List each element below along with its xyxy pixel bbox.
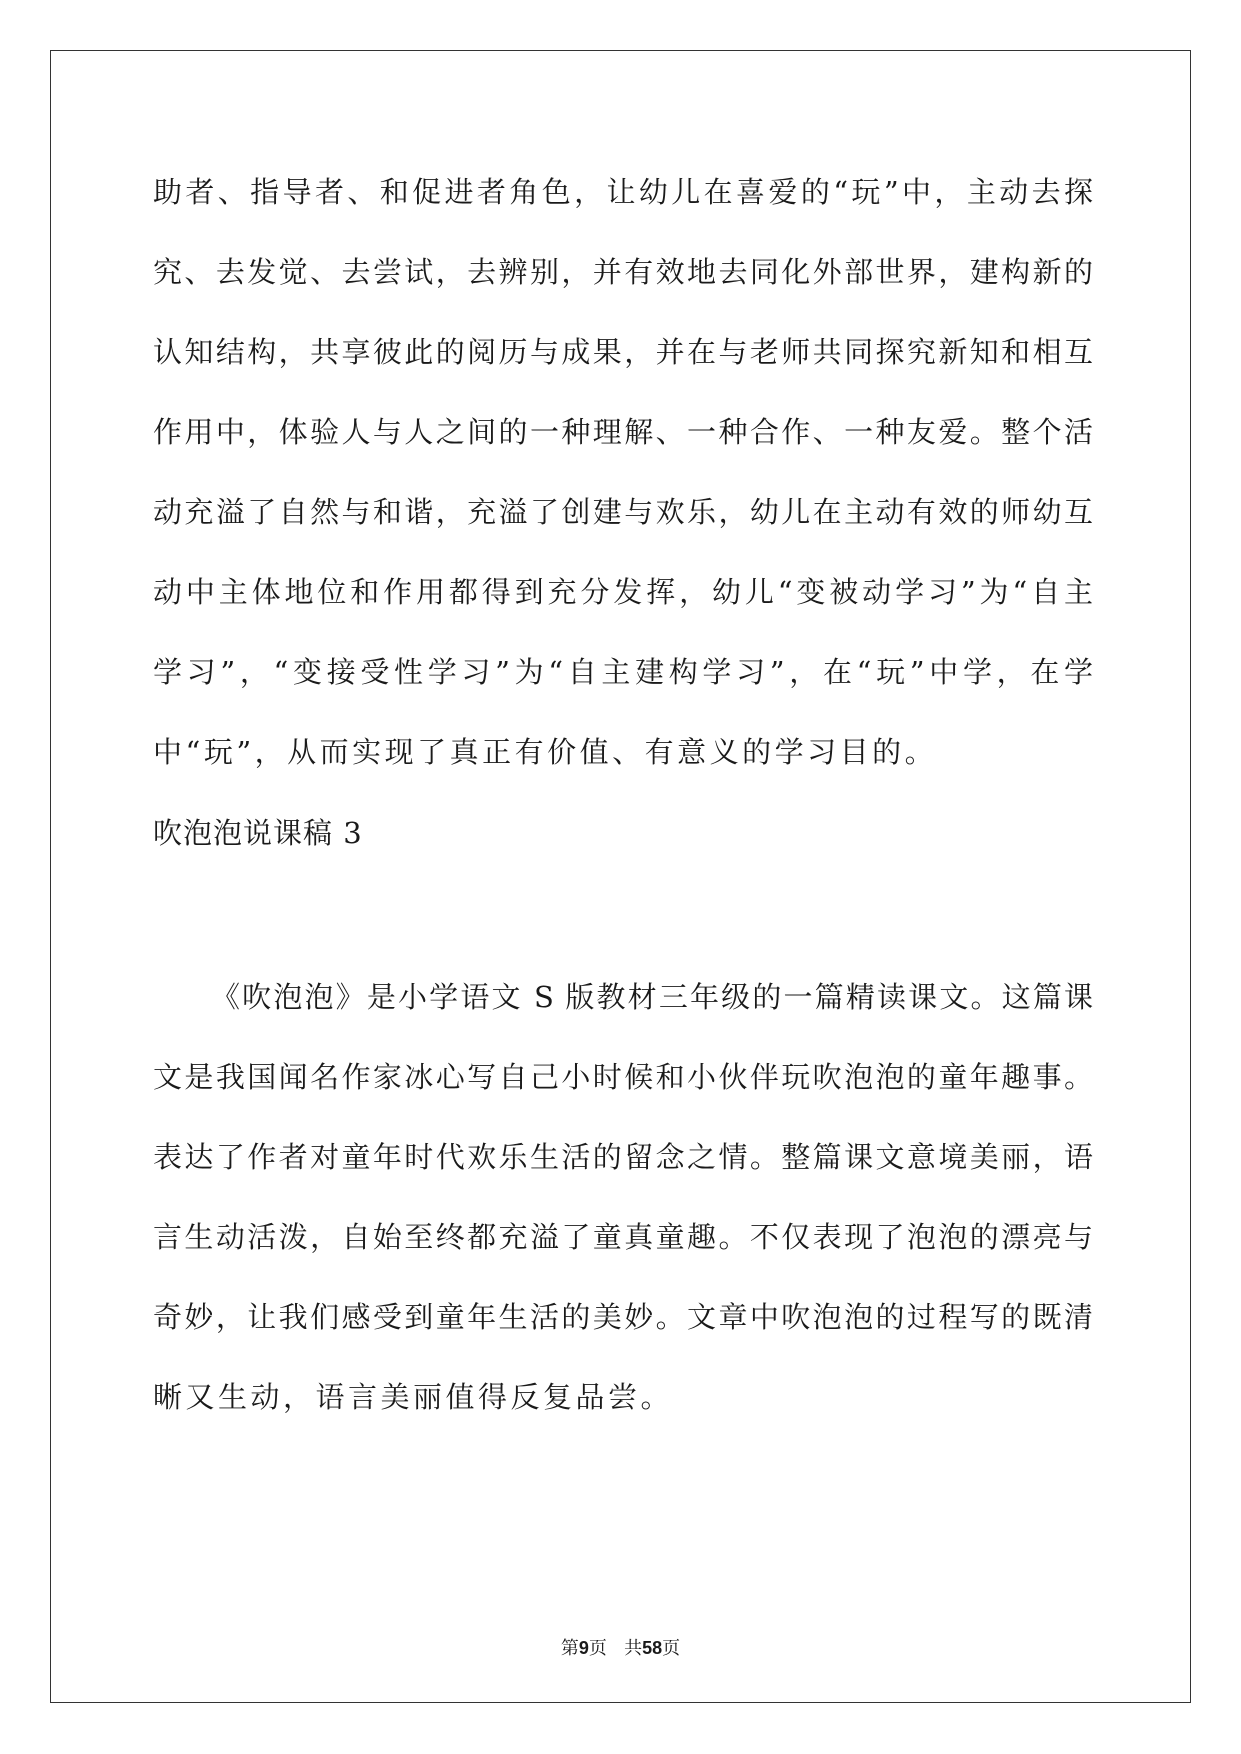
paragraph1-line-2: 究、去发觉、去尝试，去辨别，并有效地去同化外部世界，建构新的 — [153, 255, 1093, 289]
footer-total-suffix: 页 — [662, 1638, 681, 1659]
paragraph1-line-7: 学习”，“变接受性学习”为“自主建构学习”，在“玩”中学，在学 — [153, 655, 1093, 689]
paragraph2-line-1: 《吹泡泡》是小学语文 S 版教材三年级的一篇精读课文。这篇课 — [211, 980, 1093, 1014]
current-page-number: 9 — [578, 1638, 589, 1658]
page-frame — [50, 50, 1191, 1703]
paragraph2-line-5: 奇妙，让我们感受到童年生活的美妙。文章中吹泡泡的过程写的既清 — [153, 1300, 1093, 1334]
paragraph2-line-3: 表达了作者对童年时代欢乐生活的留念之情。整篇课文意境美丽，语 — [153, 1140, 1093, 1174]
paragraph1-line-4: 作用中，体验人与人之间的一种理解、一种合作、一种友爱。整个活 — [153, 415, 1093, 449]
footer-total-prefix: 共 — [624, 1638, 643, 1659]
page-footer — [0, 1636, 1241, 1661]
total-pages-number: 58 — [642, 1638, 663, 1658]
section-heading: 吹泡泡说课稿 3 — [153, 816, 363, 850]
footer-page-word: 页 — [588, 1638, 607, 1659]
paragraph1-line-3: 认知结构，共享彼此的阅历与成果，并在与老师共同探究新知和相互 — [153, 335, 1093, 369]
paragraph1-line-8: 中“玩”，从而实现了真正有价值、有意义的学习目的。 — [153, 735, 938, 769]
paragraph2-line-2: 文是我国闻名作家冰心写自己小时候和小伙伴玩吹泡泡的童年趣事。 — [153, 1060, 1093, 1094]
paragraph1-line-6: 动中主体地位和作用都得到充分发挥，幼儿“变被动学习”为“自主 — [153, 575, 1093, 609]
paragraph2-line-4: 言生动活泼，自始至终都充溢了童真童趣。不仅表现了泡泡的漂亮与 — [153, 1220, 1093, 1254]
paragraph1-line-1: 助者、指导者、和促进者角色，让幼儿在喜爱的“玩”中，主动去探 — [153, 175, 1093, 209]
footer-prefix: 第 — [560, 1638, 579, 1659]
paragraph1-line-5: 动充溢了自然与和谐，充溢了创建与欢乐，幼儿在主动有效的师幼互 — [153, 495, 1093, 529]
paragraph2-line-6: 晰又生动，语言美丽值得反复品尝。 — [153, 1380, 674, 1414]
